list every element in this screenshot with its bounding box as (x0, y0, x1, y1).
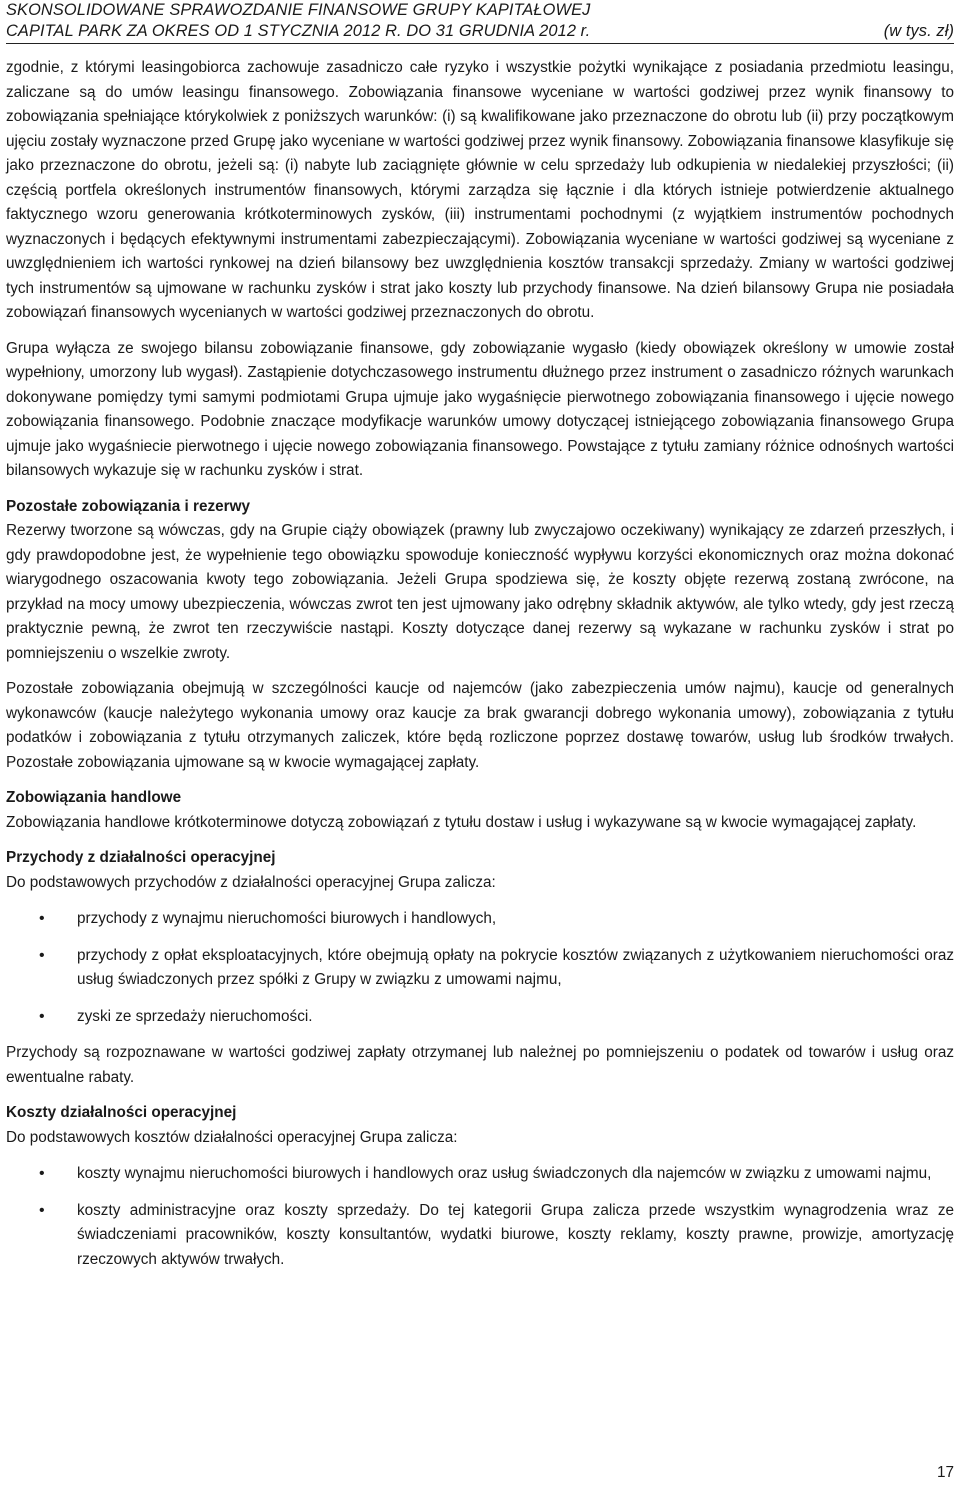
bullet-icon: • (39, 910, 45, 927)
page-header (6, 0, 954, 42)
paragraph-provisions: Rezerwy tworzone są wówczas, gdy na Grupie ciąży obowiązek (prawny lub zwyczajowo oczekiwany) wynikający ze zdarzeń przeszłych, i gdy prawdopodobne jest, że wypełnienie tego obowiązku spowoduje konieczność wypływu korzyści ekonomicznych oraz można dokonać wiarygodnego oszacowania kwoty tego zobowiązania. Jeżeli Grupa spodziewa się, że koszty objęte rezerwą zostaną zwrócone, na przykład na mocy umowy ubezpieczenia, wówczas zwrot ten jest ujmowany jako odrębny składnik aktywów, ale tylko wtedy, gdy jest rzeczą praktycznie pewną, że zwrot ten rzeczywiście nastąpi. Koszty dotyczące danej rezerwy są wykazane w rachunku zysków i strat po pomniejszeniu o wszelkie zwroty. (6, 522, 954, 662)
section-heading-operating-revenue: Przychody z działalności operacyjnej (6, 849, 276, 866)
list-item-text: koszty wynajmu nieruchomości biurowych i handlowych oraz usług świadczonych dla najemców w związku z umowami najmu, (77, 1165, 932, 1182)
header-row (6, 21, 954, 42)
paragraph-derecognition: Grupa wyłącza ze swojego bilansu zobowiązanie finansowe, gdy zobowiązanie wygasło (kiedy obowiązek określony w umowie został wypełniony, umorzony lub wygasł). Zastąpienie dotychczasowego instrumentu dłużnego przez instrument o zasadniczo różnych warunkach dokonywane pomiędzy tymi samymi podmiotami Grupa ujmuje jako wygaśnięcie pierwotnego zobowiązania finansowego i ujęcie nowego zobowiązania finansowego. Podobnie znaczące modyfikacje warunków umowy dotyczącej istniejącego zobowiązania finansowego Grupa ujmuje jako wygaśniecie pierwotnego i ujęcie nowego zobowiązania finansowego. Powstające z tytułu zamiany różnice odnośnych wartości bilansowych wykazuje się w rachunku zysków i strat. (6, 339, 954, 479)
list-item-text: zyski ze sprzedaży nieruchomości. (77, 1007, 313, 1025)
list-item (6, 907, 954, 932)
bullet-icon: • (39, 1007, 45, 1025)
paragraph-revenue-recognition: Przychody są rozpoznawane w wartości godziwej zapłaty otrzymanej lub należnej po pomniejszeniu o podatek od towarów i usług oraz ewentualne rabaty. (6, 1044, 954, 1086)
list-item-text: przychody z wynajmu nieruchomości biurowych i handlowych, (77, 910, 497, 927)
list-item (6, 1005, 954, 1030)
section-heading-other-liabilities: Pozostałe zobowiązania i rezerwy (6, 497, 250, 515)
bullet-icon: • (39, 1201, 45, 1219)
header-title-line1: SKONSOLIDOWANE SPRAWOZDANIE FINANSOWE GRUPY KAPITAŁOWEJ (6, 1, 591, 19)
list-item (6, 1199, 954, 1273)
bullet-icon: • (39, 946, 45, 964)
header-currency-note: (w tys. zł) (883, 22, 954, 40)
paragraph-other-liabilities: Pozostałe zobowiązania obejmują w szczególności kaucje od najemców (jako zabezpieczenia umów najmu), kaucje od generalnych wykonawców (kaucje należytego wykonania umowy oraz kaucje za brak gwarancji dobrego wykonania umowy), zobowiązania z tytułu podatków i zobowiązania z tytułu otrzymanych zaliczek, które będą rozliczone poprzez dostawę towarów, usług lub środków trwałych. Pozostałe zobowiązania ujmowane są w kwocie wymagającej zapłaty. (6, 680, 954, 771)
paragraph-costs-intro: Do podstawowych kosztów działalności operacyjnej Grupa zalicza: (6, 1128, 458, 1146)
costs-list (6, 1162, 954, 1272)
paragraph-revenue-intro: Do podstawowych przychodów z działalności operacyjnej Grupa zalicza: (6, 873, 496, 891)
section-heading-operating-costs: Koszty działalności operacyjnej (6, 1104, 237, 1121)
page-number: 17 (936, 1464, 954, 1481)
revenue-list (6, 907, 954, 1029)
list-item (6, 1162, 954, 1187)
page-content (6, 56, 954, 1272)
list-item-text: koszty administracyjne oraz koszty sprzedaży. Do tej kategorii Grupa zalicza przede wszystkim wynagrodzenia wraz ze świadczeniami pracowników, koszty konsultantów, wydatki biurowe, koszty reklamy, koszty prawne, prowizje, amortyzację rzeczowych aktywów trwałych. (77, 1201, 954, 1268)
section-heading-trade-liabilities: Zobowiązania handlowe (6, 789, 182, 806)
bullet-icon: • (39, 1165, 45, 1182)
header-title-line2: CAPITAL PARK ZA OKRES OD 1 STYCZNIA 2012 R. DO 31 GRUDNIA 2012 r. (6, 22, 591, 40)
list-item-text: przychody z opłat eksploatacyjnych, które obejmują opłaty na pokrycie kosztów związanych z użytkowaniem nieruchomości oraz usług świadczonych przez spółki z Grupy w związku z umowami najmu, (77, 946, 954, 988)
header-divider (6, 43, 954, 44)
paragraph-financial-liabilities: zgodnie, z którymi leasingobiorca zachowuje zasadniczo całe ryzyko i wszystkie pożytki wynikające z posiadania przedmiotu leasingu, zaliczane są do umów leasingu finansowego. Zobowiązania finansowe wyceniane w wartości godziwej przez wynik finansowy to zobowiązania spełniające którykolwiek z poniższych warunków: (i) są kwalifikowane jako przeznaczone do obrotu lub (ii) przy początkowym ujęciu zostały wyznaczone przed Grupę jako wyceniane w wartości godziwej przez wynik finansowy. Zobowiązania finansowe klasyfikuje się jako przeznaczone do obrotu, jeżeli są: (i) nabyte lub zaciągnięte głównie w celu sprzedaży lub odkupienia w niedalekiej przyszłości; (ii) częścią portfela określonych instrumentów finansowych, którymi zarządza się łącznie i dla których istnieje potwierdzenie aktualnego faktycznego wzoru generowania krótkoterminowych zysków, (iii) instrumentami pochodnymi (z wyjątkiem instrumentów pochodnych wyznaczonych i będących efektywnymi instrumentami zabezpieczającymi). Zobowiązania wyceniane w wartości godziwej są wyceniane z uwzględnieniem ich wartości rynkowej na dzień bilansowy bez uwzględnienia kosztów transakcji sprzedaży. Zmiany w wartości godziwej tych instrumentów są ujmowane w rachunku zysków i strat jako koszty lub przychody finansowe. Na dzień bilansowy Grupa nie posiadała zobowiązań finansowych wycenianych w wartości godziwej przeznaczonych do obrotu. (6, 59, 954, 321)
paragraph-trade-liabilities: Zobowiązania handlowe krótkoterminowe dotyczą zobowiązań z tytułu dostaw i usług i wykazywane są w kwocie wymagającej zapłaty. (6, 813, 917, 831)
list-item (6, 944, 954, 993)
